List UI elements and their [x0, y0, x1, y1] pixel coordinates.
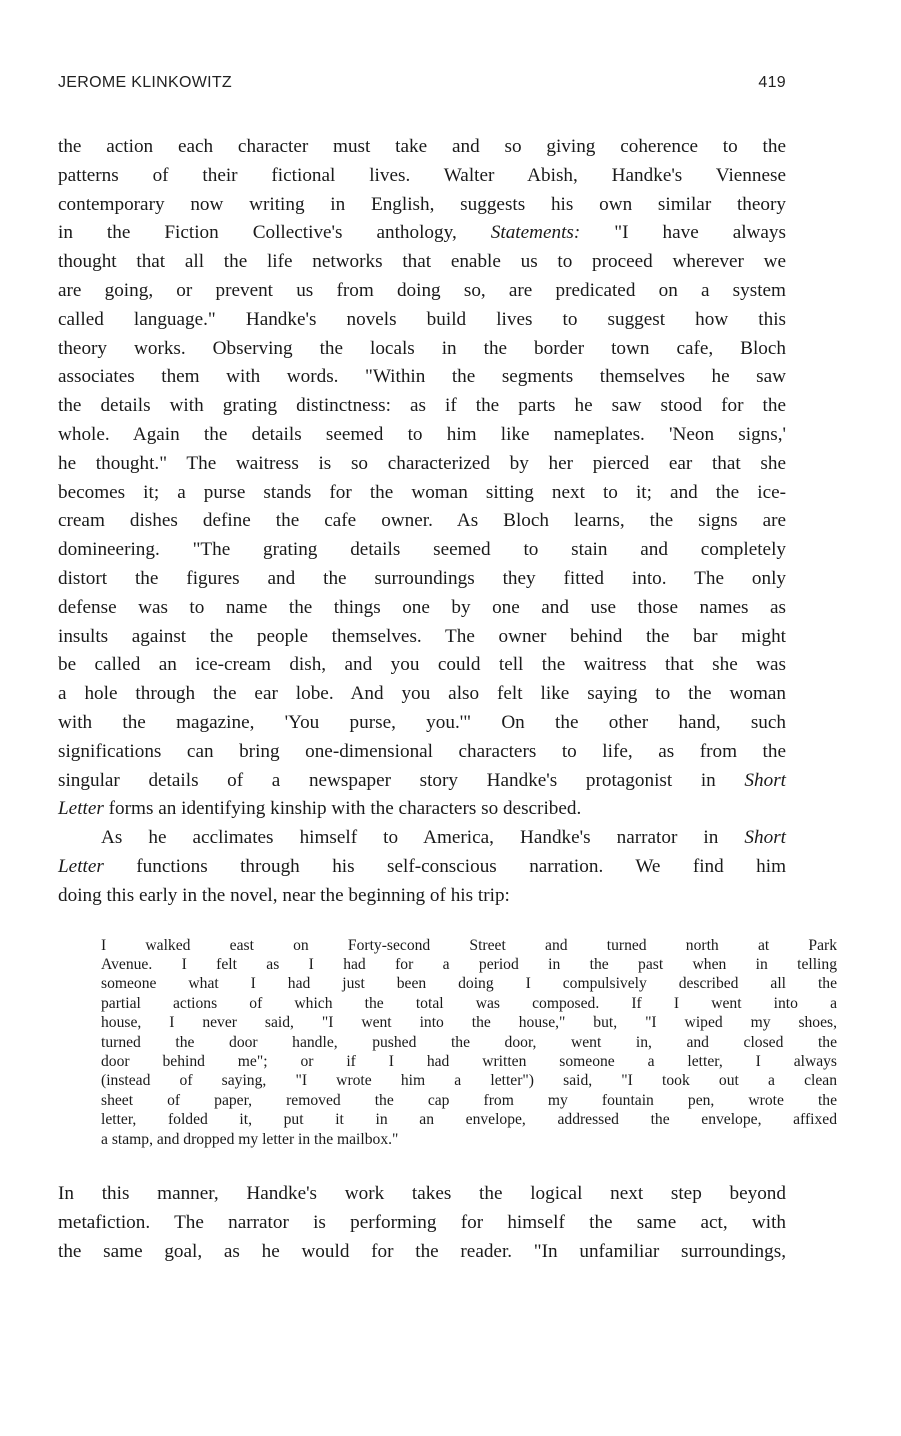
text-line: As he acclimates himself to America, Handke's narrator in Short	[101, 827, 786, 849]
text-line: the details with grating distinctness: as if the parts he saw stood for the	[58, 395, 786, 417]
quote-line: turned the door handle, pushed the door, went in, and closed the	[101, 1033, 837, 1051]
text-line: in the Fiction Collective's anthology, Statements: "I have always	[58, 222, 786, 244]
text-line: becomes it; a purse stands for the woman sitting next to it; and the ice-	[58, 481, 786, 503]
text-line: he thought." The waitress is so characterized by her pierced ear that she	[58, 452, 786, 474]
text-line: be called an ice-cream dish, and you could tell the waitress that she was	[58, 654, 786, 676]
text-line: doing this early in the novel, near the beginning of his trip:	[58, 884, 510, 906]
text-line: insults against the people themselves. The owner behind the bar might	[58, 625, 786, 647]
quote-line: sheet of paper, removed the cap from my fountain pen, wrote the	[101, 1091, 837, 1109]
text-line: called language." Handke's novels build lives to suggest how this	[58, 308, 786, 330]
text-line: thought that all the life networks that enable us to proceed wherever we	[58, 251, 786, 273]
quote-line: I walked east on Forty-second Street and turned north at Park	[101, 936, 837, 954]
text-line: distort the figures and the surroundings they fitted into. The only	[58, 567, 786, 589]
text-line: associates them with words. "Within the segments themselves he saw	[58, 366, 786, 388]
text-line: contemporary now writing in English, suggests his own similar theory	[58, 193, 786, 215]
quote-line: a stamp, and dropped my letter in the mailbox."	[101, 1130, 399, 1148]
quote-line: door behind me"; or if I had written someone a letter, I always	[101, 1052, 837, 1070]
quote-line: house, I never said, "I went into the house," but, "I wiped my shoes,	[101, 1014, 837, 1032]
text-line: are going, or prevent us from doing so, are predicated on a system	[58, 279, 786, 301]
text-line: metafiction. The narrator is performing for himself the same act, with	[58, 1211, 786, 1233]
quote-line: someone what I had just been doing I compulsively described all the	[101, 975, 837, 993]
author-name: JEROME KLINKOWITZ	[58, 74, 232, 91]
quote-line: letter, folded it, put it in an envelope, addressed the envelope, affixed	[101, 1111, 837, 1129]
text-line: the action each character must take and so giving coherence to the	[58, 136, 786, 157]
body-text	[58, 133, 837, 1266]
paragraph-3	[58, 1180, 786, 1266]
running-head	[58, 74, 786, 92]
text-line: a hole through the ear lobe. And you also felt like saying to the woman	[58, 683, 786, 705]
text-line: theory works. Observing the locals in the border town cafe, Bloch	[58, 337, 786, 359]
text-line: Letter forms an identifying kinship with the characters so described.	[58, 798, 582, 820]
paragraph-1	[58, 133, 786, 824]
text-line: Letter functions through his self-conscious narration. We find him	[58, 855, 786, 877]
text-line: singular details of a newspaper story Handke's protagonist in Short	[58, 769, 786, 791]
text-line: In this manner, Handke's work takes the logical next step beyond	[58, 1182, 786, 1204]
quote-line: partial actions of which the total was composed. If I went into a	[101, 994, 837, 1012]
quote-line: Avenue. I felt as I had for a period in the past when in telling	[101, 955, 837, 973]
text-line: the same goal, as he would for the reader. "In unfamiliar surroundings,	[58, 1240, 786, 1262]
text-line: cream dishes define the cafe owner. As Bloch learns, the signs are	[58, 510, 786, 532]
block-quote	[58, 936, 837, 1149]
quote-line: (instead of saying, "I wrote him a letter") said, "I took out a clean	[101, 1072, 837, 1090]
text-line: patterns of their fictional lives. Walter Abish, Handke's Viennese	[58, 164, 786, 186]
paragraph-2	[58, 824, 786, 910]
text-line: domineering. "The grating details seemed to stain and completely	[58, 539, 786, 561]
text-line: whole. Again the details seemed to him like nameplates. 'Neon signs,'	[58, 423, 786, 445]
page-number: 419	[758, 74, 786, 91]
text-line: with the magazine, 'You purse, you.'" On the other hand, such	[58, 711, 786, 733]
text-line: defense was to name the things one by one and use those names as	[58, 596, 786, 618]
text-line: significations can bring one-dimensional characters to life, as from the	[58, 740, 786, 762]
